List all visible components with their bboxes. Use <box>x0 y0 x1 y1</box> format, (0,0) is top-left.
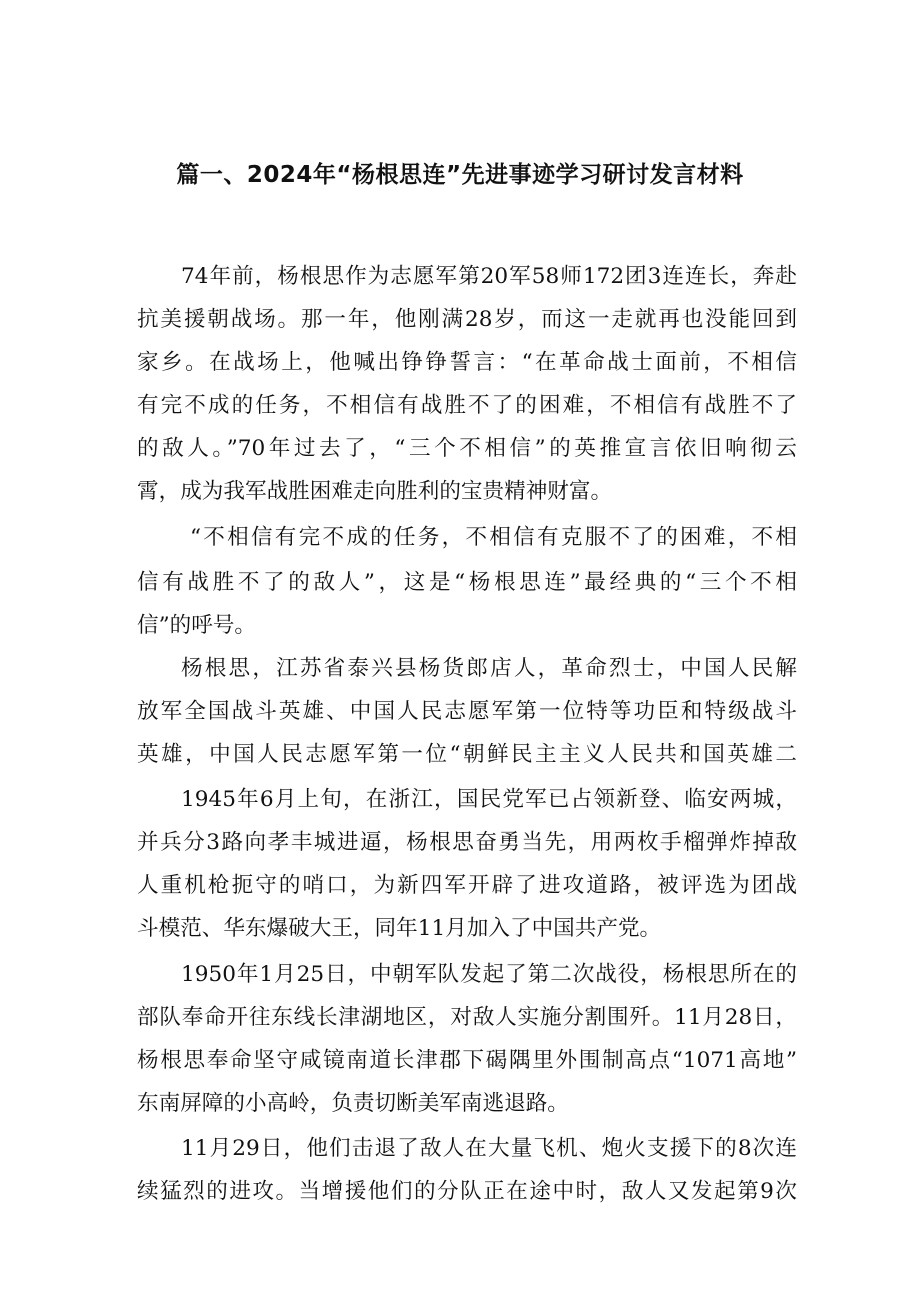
paragraph-line: 11月29日，他们击退了敌人在大量飞机、炮火支援下的8次连 <box>181 1136 797 1161</box>
paragraph-line: 有完不成的任务，不相信有战胜不了的困难，不相信有战胜不了 <box>137 393 797 418</box>
paragraph-line: 74年前，杨根思作为志愿军第20军58师172团3连连长，奔赴 <box>181 264 797 289</box>
paragraph-line: 续猛烈的进攻。当增援他们的分队正在途中时，敌人又发起第9次 <box>137 1179 797 1204</box>
paragraph-line: 1950年1月25日，中朝军队发起了第二次战役，杨根思所在的 <box>181 962 797 987</box>
paragraph-line: 东南屏障的小高岭，负责切断美军南逃退路。 <box>137 1091 569 1116</box>
paragraph-line: 家乡。在战场上，他喊出铮铮誓言：“在革命战士面前，不相信 <box>137 350 797 375</box>
paragraph-line: 部队奉命开往东线长津湖地区，对敌人实施分割围歼。11月28日， <box>137 1005 797 1030</box>
paragraph-line: 霄，成为我军战胜困难走向胜利的宝贵精神财富。 <box>137 479 613 504</box>
paragraph-line: 的敌人。”70年过去了，“三个不相信”的英推宣言依旧响彻云 <box>137 436 797 461</box>
paragraph-line: 英雄，中国人民志愿军第一位“朝鲜民主主义人民共和国英雄二 <box>137 742 797 767</box>
paragraph-line: 杨根思，江苏省泰兴县杨货郎店人，革命烈士，中国人民解 <box>181 656 797 681</box>
paragraph-line: “不相信有完不成的任务，不相信有克服不了的困难，不相 <box>190 525 797 550</box>
paragraph-line: 抗美援朝战场。那一年，他刚满28岁，而这一走就再也没能回到 <box>137 307 797 332</box>
paragraph-line: 信有战胜不了的敌人”，这是“杨根思连”最经典的“三个不相 <box>137 570 797 595</box>
paragraph-line: 信”的呼号。 <box>137 613 257 638</box>
paragraph-line: 放军全国战斗英雄、中国人民志愿军第一位特等功臣和特级战斗 <box>137 699 797 724</box>
paragraph-line: 并兵分3路向孝丰城进逼，杨根思奋勇当先，用两枚手榴弹炸掉敌 <box>137 830 797 855</box>
paragraph-line: 斗模范、华东爆破大王，同年11月加入了中国共产党。 <box>137 916 662 941</box>
paragraph-line: 杨根思奉命坚守咸镜南道长津郡下碣隅里外围制高点“1071高地” <box>137 1048 797 1073</box>
document-title: 篇一、2024年“杨根思连”先进事迹学习研讨发言材料 <box>176 162 744 188</box>
paragraph-line: 人重机枪扼守的哨口，为新四军开辟了进攻道路，被评选为团战 <box>137 873 797 898</box>
paragraph-line: 1945年6月上旬，在浙江，国民党军已占领新登、临安两城， <box>181 787 797 812</box>
